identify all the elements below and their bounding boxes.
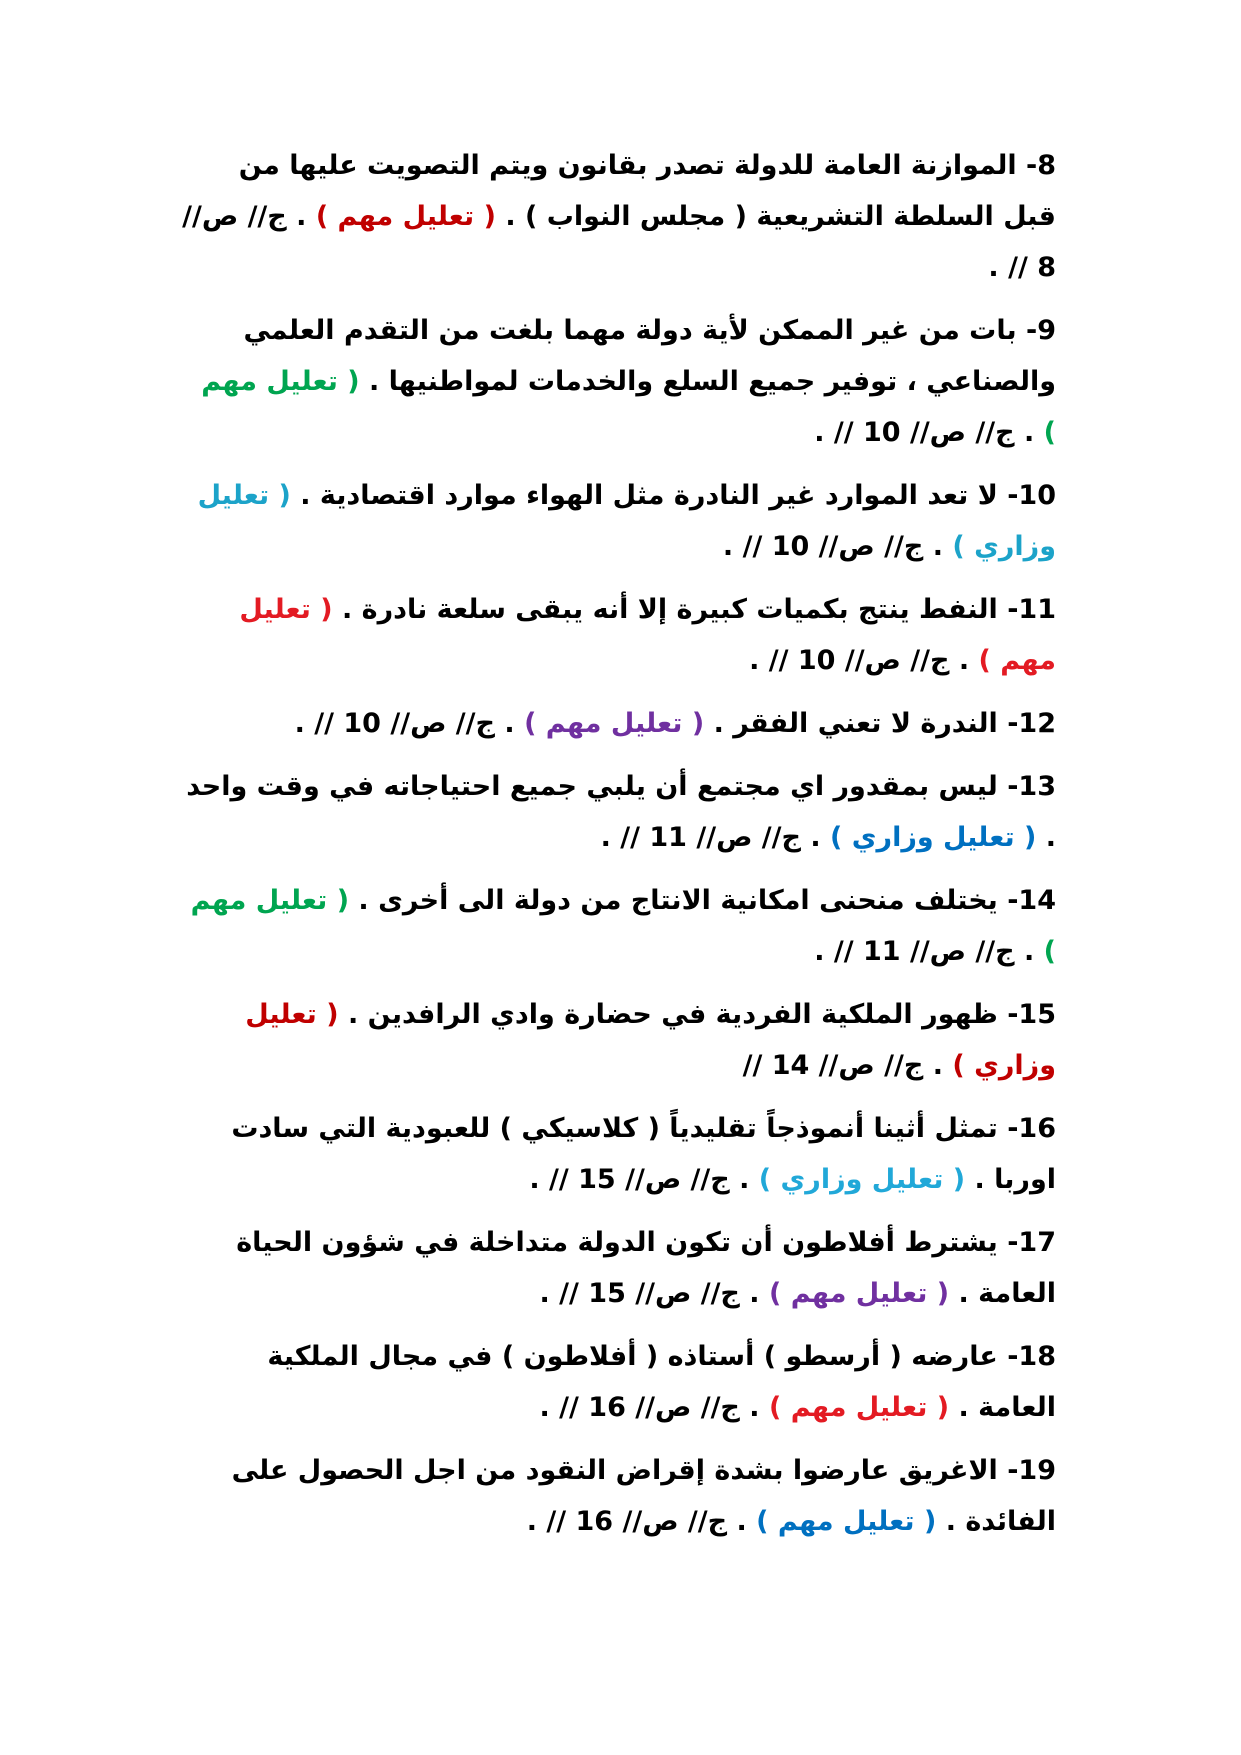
item-text: 8- الموازنة العامة للدولة تصدر بقانون ويتم التصويت عليها من قبل السلطة التشريعية ( مجلس النواب ) . [238,150,1056,232]
item-17 [181,1217,1056,1319]
item-8 [181,140,1056,293]
tag-important: ( تعليل مهم ) [524,708,705,739]
tag-important: ( تعليل مهم ) [756,1506,937,1537]
tag-important: ( تعليل مهم ) [315,201,496,232]
tag-ministerial: ( تعليل وزاري ) [197,480,1056,562]
item-text: 17- يشترط أفلاطون أن تكون الدولة متداخلة في شؤون الحياة العامة . [236,1227,1056,1309]
tag-ministerial: ( تعليل وزاري ) [830,822,1037,853]
item-reference: . ج// ص// 16 // . [526,1506,757,1537]
item-reference: . ج// ص// 15 // . [529,1164,759,1195]
item-reference: . ج// ص// 10 // . [294,708,525,739]
tag-important: ( تعليل مهم ) [768,1278,950,1309]
item-reference: . ج// ص// 10 // . [749,645,979,676]
item-text: 12- الندرة لا تعني الفقر . [704,708,1056,739]
item-19 [181,1445,1056,1547]
tag-ministerial: ( تعليل وزاري ) [245,999,1056,1081]
tag-important: ( تعليل مهم ) [190,885,1056,967]
item-text: 9- بات من غير الممكن لأية دولة مهما بلغت من التقدم العلمي والصناعي ، توفير جميع السلع والخدمات لمواطنيها . [243,315,1056,397]
item-reference: . ج// ص// 10 // . [814,417,1044,448]
item-11 [181,584,1056,686]
tag-important: ( تعليل مهم ) [239,594,1056,676]
item-reference: . ج// ص// 10 // . [722,531,953,562]
item-text: 14- يختلف منحنى امكانية الانتاج من دولة الى أخرى . [349,885,1056,916]
item-text: 13- ليس بمقدور اي مجتمع أن يلبي جميع احتياجاته في وقت واحد . [186,771,1056,853]
item-reference: . ج// ص// 11 // . [814,936,1044,967]
item-text: 10- لا تعد الموارد غير النادرة مثل الهواء موارد اقتصادية . [290,480,1056,511]
item-reference: . ج// ص// 16 // . [539,1392,769,1423]
item-13 [181,761,1056,863]
document-page [181,140,1056,1559]
item-reference: . ج// ص// 8 // . [182,201,1056,283]
item-text: 19- الاغريق عارضوا بشدة إقراض النقود من اجل الحصول على الفائدة . [231,1455,1056,1537]
item-text: 18- عارضه ( أرسطو ) أستاذه ( أفلاطون ) في مجال الملكية العامة . [267,1341,1056,1423]
item-9 [181,305,1056,458]
item-text: 11- النفط ينتج بكميات كبيرة إلا أنه يبقى سلعة نادرة . [332,594,1056,625]
item-reference: . ج// ص// 14 // [742,1050,953,1081]
item-text: 16- تمثل أثينا أنموذجاً تقليدياً ( كلاسيكي ) للعبودية التي سادت اوربا . [231,1113,1056,1195]
item-reference: . ج// ص// 15 // . [539,1278,769,1309]
item-12 [181,698,1056,749]
tag-ministerial: ( تعليل وزاري ) [758,1164,966,1195]
tag-important: ( تعليل مهم ) [201,366,1056,448]
item-10 [181,470,1056,572]
item-text: 15- ظهور الملكية الفردية في حضارة وادي الرافدين . [338,999,1056,1030]
tag-important: ( تعليل مهم ) [768,1392,950,1423]
item-14 [181,875,1056,977]
item-reference: . ج// ص// 11 // . [600,822,831,853]
item-15 [181,989,1056,1091]
item-18 [181,1331,1056,1433]
item-16 [181,1103,1056,1205]
